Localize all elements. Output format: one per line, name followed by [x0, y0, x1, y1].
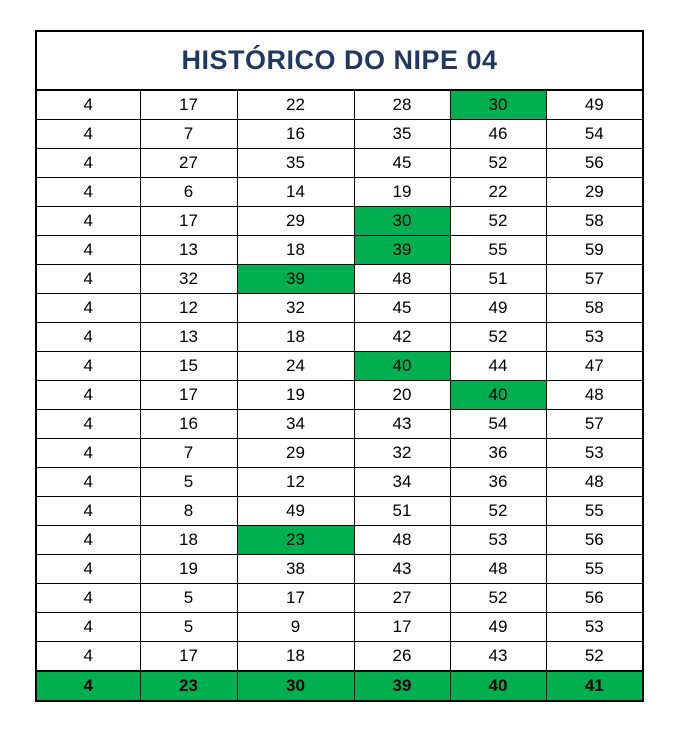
table-cell: 7 — [140, 439, 237, 468]
table-cell: 34 — [354, 468, 450, 497]
table-cell: 43 — [354, 555, 450, 584]
table-title: HISTÓRICO DO NIPE 04 — [36, 31, 643, 90]
table-cell: 22 — [237, 90, 354, 120]
table-cell: 35 — [237, 149, 354, 178]
table-cell: 43 — [354, 410, 450, 439]
highlighted-cell: 30 — [354, 207, 450, 236]
table-cell: 4 — [36, 265, 140, 294]
table-row — [36, 178, 643, 207]
table-cell: 17 — [140, 207, 237, 236]
table-cell: 32 — [354, 439, 450, 468]
highlighted-cell: 40 — [354, 352, 450, 381]
table-cell: 29 — [237, 439, 354, 468]
table-cell: 4 — [36, 555, 140, 584]
table-cell: 17 — [140, 381, 237, 410]
table-cell: 4 — [36, 613, 140, 642]
table-cell: 48 — [450, 555, 546, 584]
table-cell: 36 — [450, 439, 546, 468]
table-cell: 49 — [237, 497, 354, 526]
table-cell: 36 — [450, 468, 546, 497]
table-cell: 6 — [140, 178, 237, 207]
summary-row — [36, 671, 643, 701]
table-cell: 16 — [237, 120, 354, 149]
table-row — [36, 381, 643, 410]
table-row — [36, 497, 643, 526]
highlighted-cell: 23 — [237, 526, 354, 555]
table-cell: 53 — [546, 323, 643, 352]
table-cell: 5 — [140, 584, 237, 613]
table-cell: 27 — [140, 149, 237, 178]
table-cell: 4 — [36, 642, 140, 672]
table-cell: 14 — [237, 178, 354, 207]
table-body — [36, 90, 643, 671]
table-cell: 48 — [546, 381, 643, 410]
table-cell: 54 — [546, 120, 643, 149]
table-cell: 53 — [546, 613, 643, 642]
table-cell: 35 — [354, 120, 450, 149]
table-row — [36, 352, 643, 381]
table-cell: 57 — [546, 265, 643, 294]
table-cell: 55 — [450, 236, 546, 265]
table-cell: 22 — [450, 178, 546, 207]
table-row — [36, 120, 643, 149]
table-cell: 42 — [354, 323, 450, 352]
summary-cell: 23 — [140, 671, 237, 701]
table-cell: 4 — [36, 207, 140, 236]
table-cell: 49 — [450, 613, 546, 642]
table-cell: 5 — [140, 468, 237, 497]
highlighted-cell: 39 — [354, 236, 450, 265]
highlighted-cell: 40 — [450, 381, 546, 410]
table-cell: 56 — [546, 149, 643, 178]
table-cell: 51 — [354, 497, 450, 526]
table-cell: 53 — [546, 439, 643, 468]
table-cell: 52 — [450, 207, 546, 236]
table-cell: 12 — [237, 468, 354, 497]
table-row — [36, 265, 643, 294]
table-cell: 4 — [36, 439, 140, 468]
table-cell: 4 — [36, 526, 140, 555]
table-cell: 4 — [36, 149, 140, 178]
table-cell: 32 — [237, 294, 354, 323]
table-cell: 28 — [354, 90, 450, 120]
table-cell: 26 — [354, 642, 450, 672]
table-row — [36, 642, 643, 672]
table-cell: 48 — [354, 265, 450, 294]
table-cell: 17 — [237, 584, 354, 613]
table-cell: 17 — [354, 613, 450, 642]
table-cell: 46 — [450, 120, 546, 149]
table-cell: 19 — [354, 178, 450, 207]
table-cell: 4 — [36, 352, 140, 381]
summary-cell: 39 — [354, 671, 450, 701]
nipe-history-table — [35, 30, 644, 702]
table-cell: 55 — [546, 497, 643, 526]
table-row — [36, 439, 643, 468]
table-cell: 27 — [354, 584, 450, 613]
table-cell: 55 — [546, 555, 643, 584]
table-cell: 18 — [237, 236, 354, 265]
table-cell: 20 — [354, 381, 450, 410]
table-cell: 4 — [36, 410, 140, 439]
table-cell: 32 — [140, 265, 237, 294]
table-cell: 18 — [237, 323, 354, 352]
table-cell: 49 — [450, 294, 546, 323]
table-row — [36, 468, 643, 497]
table-cell: 58 — [546, 294, 643, 323]
table-cell: 4 — [36, 236, 140, 265]
table-cell: 29 — [546, 178, 643, 207]
table-cell: 7 — [140, 120, 237, 149]
table-row — [36, 236, 643, 265]
table-row — [36, 90, 643, 120]
table-cell: 4 — [36, 381, 140, 410]
table-cell: 4 — [36, 468, 140, 497]
table-cell: 52 — [450, 323, 546, 352]
table-cell: 18 — [140, 526, 237, 555]
table-cell: 19 — [140, 555, 237, 584]
table-cell: 13 — [140, 236, 237, 265]
table-row — [36, 410, 643, 439]
table-row — [36, 294, 643, 323]
title-row — [36, 31, 643, 90]
table-cell: 29 — [237, 207, 354, 236]
table-cell: 53 — [450, 526, 546, 555]
summary-cell: 30 — [237, 671, 354, 701]
table-cell: 57 — [546, 410, 643, 439]
table-cell: 4 — [36, 497, 140, 526]
table-cell: 24 — [237, 352, 354, 381]
summary-cell: 4 — [36, 671, 140, 701]
table-cell: 43 — [450, 642, 546, 672]
table-cell: 52 — [450, 497, 546, 526]
table-cell: 15 — [140, 352, 237, 381]
table-cell: 52 — [546, 642, 643, 672]
table-cell: 4 — [36, 178, 140, 207]
table-cell: 19 — [237, 381, 354, 410]
highlighted-cell: 30 — [450, 90, 546, 120]
table-row — [36, 584, 643, 613]
table-cell: 16 — [140, 410, 237, 439]
table-cell: 44 — [450, 352, 546, 381]
table-cell: 59 — [546, 236, 643, 265]
table-cell: 52 — [450, 584, 546, 613]
table-cell: 49 — [546, 90, 643, 120]
table-cell: 9 — [237, 613, 354, 642]
table-cell: 48 — [546, 468, 643, 497]
table-cell: 4 — [36, 584, 140, 613]
table-cell: 52 — [450, 149, 546, 178]
table-cell: 56 — [546, 584, 643, 613]
table-row — [36, 613, 643, 642]
table-cell: 51 — [450, 265, 546, 294]
table-cell: 58 — [546, 207, 643, 236]
table-cell: 12 — [140, 294, 237, 323]
table-cell: 4 — [36, 294, 140, 323]
table-cell: 48 — [354, 526, 450, 555]
table-row — [36, 526, 643, 555]
table-cell: 4 — [36, 120, 140, 149]
table-cell: 34 — [237, 410, 354, 439]
table-row — [36, 207, 643, 236]
highlighted-cell: 39 — [237, 265, 354, 294]
table-cell: 45 — [354, 294, 450, 323]
table-cell: 17 — [140, 90, 237, 120]
summary-cell: 40 — [450, 671, 546, 701]
table-cell: 54 — [450, 410, 546, 439]
summary-cell: 41 — [546, 671, 643, 701]
table-row — [36, 149, 643, 178]
table-cell: 4 — [36, 90, 140, 120]
table-cell: 47 — [546, 352, 643, 381]
table-cell: 4 — [36, 323, 140, 352]
table-cell: 8 — [140, 497, 237, 526]
table-cell: 17 — [140, 642, 237, 672]
table-cell: 13 — [140, 323, 237, 352]
table-cell: 45 — [354, 149, 450, 178]
table-cell: 56 — [546, 526, 643, 555]
table-cell: 18 — [237, 642, 354, 672]
table-cell: 38 — [237, 555, 354, 584]
table-cell: 5 — [140, 613, 237, 642]
table-row — [36, 323, 643, 352]
table-row — [36, 555, 643, 584]
